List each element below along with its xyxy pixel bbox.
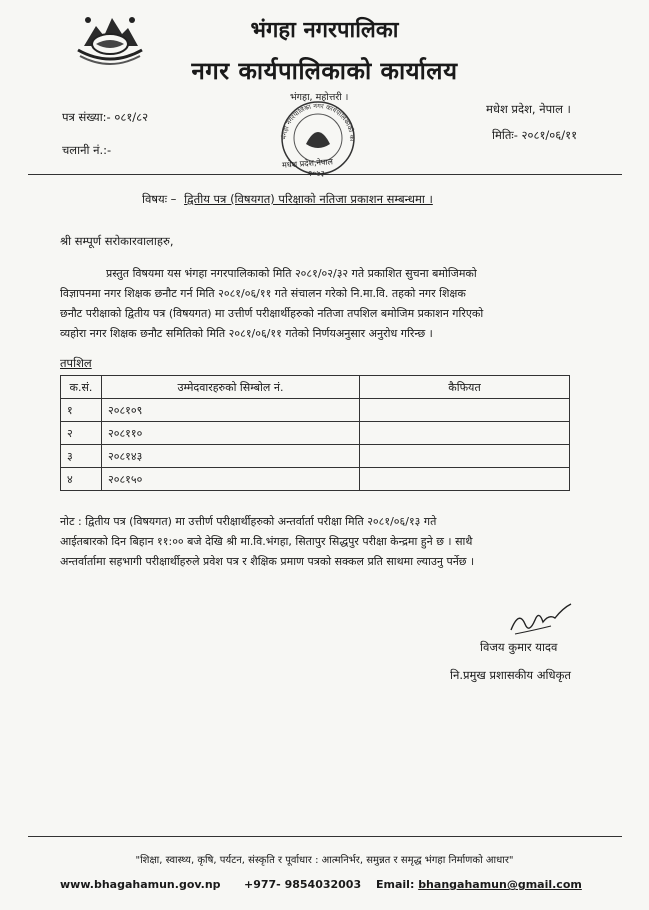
table-row [61,445,570,468]
signature-image [505,600,575,640]
body-line: विज्ञापनमा नगर शिक्षक छनौट गर्न मिति २०८१/०६/११ गते संचालन गरेको नि.मा.वि. तहको नगर शिक्षक [60,287,466,300]
row-sn: १ [61,399,102,422]
office-stamp [268,88,368,180]
body-paragraph [60,264,580,344]
signatory-name: विजय कुमार यादव [480,640,558,654]
note-line: अन्तर्वार्तामा सहभागी परीक्षार्थीहरुले प्रवेश पत्र र शैक्षिक प्रमाण पत्रको सक्कल प्रति साथमा ल्याउनु पर्नेछ । [60,555,475,568]
website-link[interactable]: www.bhagahamun.gov.np [60,878,221,891]
row-sn: ३ [61,445,102,468]
note-line: नोट : द्वितीय पत्र (विषयगत) मा उत्तीर्ण परीक्षार्थीहरुको अन्तर्वार्ता परीक्षा मिति २०८१/०६/१३ गते [60,515,437,528]
column-header-sn: क.सं. [61,376,102,399]
email-label: Email: [376,878,415,891]
column-header-symbol: उम्मेदवारहरुको सिम्बोल नं. [102,376,360,399]
phone-number: +977- 9854032003 [244,878,362,891]
office-name: नगर कार्यपालिकाको कार्यालय [191,57,458,85]
table-row [61,468,570,491]
table-row [61,399,570,422]
table-row [61,422,570,445]
stamp-ring-text: भंगहा नगरपालिका नगर कार्यपालिकाको का [279,101,357,142]
municipality-name: भंगहा नगरपालिका [250,18,399,43]
stamp-year: २०७३ [308,169,325,178]
subject-text: द्वितीय पत्र (विषयगत) परिक्षाको नतिजा प्रकाशन सम्बन्धमा । [184,192,433,206]
body-line: छनौट परीक्षाको द्वितीय पत्र (विषयगत) मा उत्तीर्ण परीक्षार्थीहरुको नतिजा तपशिल बमोजिम प्रकाशन गरिएको [60,307,484,320]
subject-line [142,192,433,207]
stamp-bottom-text: मधेश प्रदेश,नेपाल [281,157,334,170]
body-line: प्रस्तुत विषयमा यस भंगहा नगरपालिकाको मिति २०८१/०२/३२ गते प्रकाशित सुचना बमोजिमको [106,267,477,280]
row-remarks [360,468,570,491]
dispatch-number: चलानी नं.:- [62,143,112,157]
footer-divider [28,836,622,837]
body-line: व्यहोरा नगर शिक्षक छनौट समितिको मिति २०८१/०६/११ गतेको निर्णयअनुसार अनुरोध गरिन्छ । [60,327,433,340]
footer-motto: "शिक्षा, स्वास्थ्य, कृषि, पर्यटन, संस्कृति र पूर्वाधार : आत्मनिर्भर, समुन्नत र समृद्ध भंगहा निर्माणको आधार" [135,855,514,866]
row-symbol: २०८११० [102,422,360,445]
row-symbol: २०८१५० [102,468,360,491]
email-link[interactable]: bhangahamun@gmail.com [418,878,582,891]
row-sn: ४ [61,468,102,491]
salutation: श्री सम्पूर्ण सरोकारवालाहरु, [60,234,174,248]
note-paragraph [60,512,580,572]
table-header-row [61,376,570,399]
note-line: आईतबारको दिन बिहान ११:०० बजे देखि श्री मा.वि.भंगहा, सितापुर सिद्धपुर परीक्षा केन्द्रमा हुने छ । साथै [60,535,473,548]
row-sn: २ [61,422,102,445]
results-table [60,375,570,491]
column-header-remarks: कैफियत [360,376,570,399]
email-line [376,878,582,891]
row-symbol: २०८१४३ [102,445,360,468]
table-caption: तपशिल [60,356,92,370]
subject-label: विषयः – [142,192,177,206]
signatory-designation: नि.प्रमुख प्रशासकीय अधिकृत [450,668,571,682]
letter-date: मितिः- २०८१/०६/११ [492,128,578,142]
row-symbol: २०८१०९ [102,399,360,422]
row-remarks [360,445,570,468]
header-divider [28,174,622,175]
letter-number: पत्र संख्या:- ०८१/८२ [62,110,149,124]
row-remarks [360,399,570,422]
province: मधेश प्रदेश, नेपाल । [486,102,571,116]
stamp-top-text: भंगहा, महोत्तरी । [290,92,349,103]
row-remarks [360,422,570,445]
